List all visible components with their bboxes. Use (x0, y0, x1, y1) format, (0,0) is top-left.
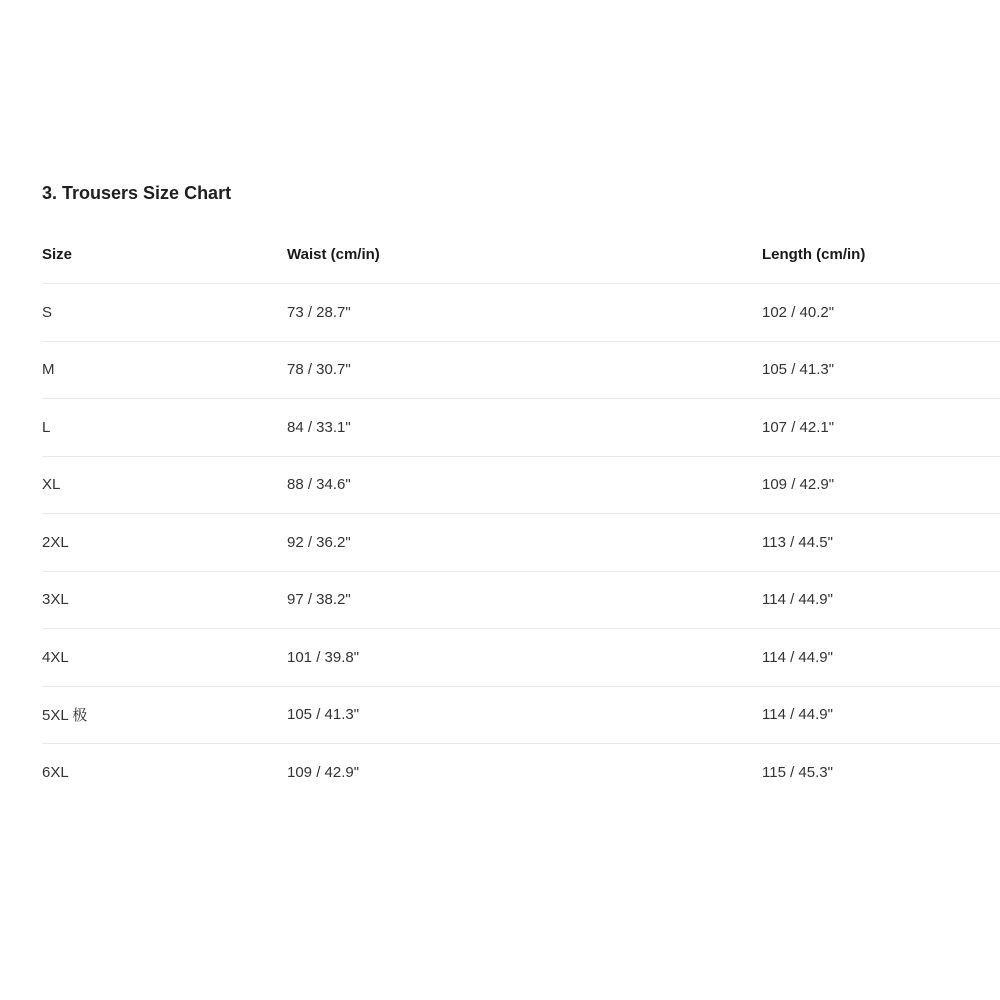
table-row (42, 744, 1000, 801)
cell-length: 114 / 44.9" (762, 686, 1000, 744)
table-header (42, 246, 1000, 284)
cell-size: M (42, 341, 287, 399)
size-chart-table (42, 246, 1000, 801)
cell-waist: 73 / 28.7" (287, 284, 762, 342)
column-header-waist: Waist (cm/in) (287, 246, 762, 284)
cell-length: 107 / 42.1" (762, 399, 1000, 457)
cell-waist: 84 / 33.1" (287, 399, 762, 457)
table-row (42, 571, 1000, 629)
cell-size: S (42, 284, 287, 342)
cell-waist: 97 / 38.2" (287, 571, 762, 629)
cell-length: 113 / 44.5" (762, 514, 1000, 572)
cell-length: 115 / 45.3" (762, 763, 833, 781)
table-body (42, 284, 1000, 801)
cell-size: 4XL (42, 629, 287, 687)
cell-waist: 92 / 36.2" (287, 514, 762, 572)
cell-waist: 78 / 30.7" (287, 341, 762, 399)
cell-size: 3XL (42, 571, 287, 629)
cell-size: XL (42, 456, 287, 514)
cell-length: 105 / 41.3" (762, 341, 1000, 399)
cell-size: 6XL (42, 763, 69, 781)
header-row (42, 246, 1000, 284)
section-title: 3. Trousers Size Chart (42, 183, 232, 203)
table-row (42, 514, 1000, 572)
cell-length: 114 / 44.9" (762, 571, 1000, 629)
cell-waist: 101 / 39.8" (287, 629, 762, 687)
table-row (42, 399, 1000, 457)
table-row (42, 341, 1000, 399)
column-header-size: Size (42, 246, 287, 284)
table-row (42, 686, 1000, 744)
cell-waist: 88 / 34.6" (287, 456, 762, 514)
cell-size: L (42, 399, 287, 457)
cell-length: 102 / 40.2" (762, 284, 1000, 342)
cell-size: 2XL (42, 514, 287, 572)
table-row (42, 284, 1000, 342)
cell-length: 114 / 44.9" (762, 629, 1000, 687)
column-header-length: Length (cm/in) (762, 246, 1000, 284)
table-row (42, 456, 1000, 514)
cell-waist: 109 / 42.9" (287, 763, 360, 781)
cell-waist: 105 / 41.3" (287, 686, 762, 744)
cell-size: 5XL 极 (42, 686, 287, 744)
cell-length: 109 / 42.9" (762, 456, 1000, 514)
table-row (42, 629, 1000, 687)
